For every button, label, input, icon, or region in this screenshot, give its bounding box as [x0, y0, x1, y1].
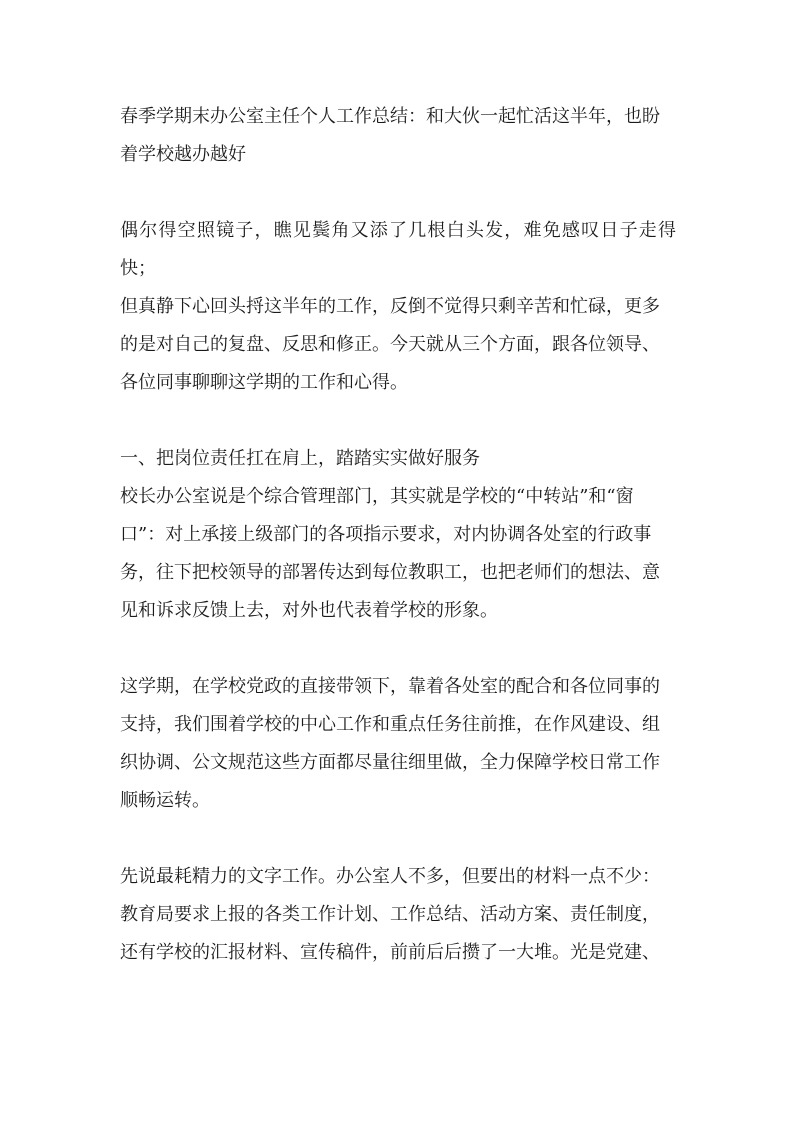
text-line: 校长办公室说是个综合管理部门，其实就是学校的“中转站”和“窗: [120, 486, 634, 507]
title-line: 着学校越办越好: [120, 144, 246, 165]
paragraph-gap: [120, 402, 676, 440]
text-line: 见和诉求反馈上去，对外也代表着学校的形象。: [120, 600, 498, 621]
text-line: 还有学校的汇报材料、宣传稿件，前前后后攒了一大堆。光是党建、: [120, 942, 660, 963]
paragraph-gap: [120, 820, 676, 858]
text-line: 务，往下把校领导的部署传达到每位教职工，也把老师们的想法、意: [120, 562, 660, 583]
text-line: 的是对自己的复盘、反思和修正。今天就从三个方面，跟各位领导、: [120, 334, 660, 355]
paragraph-gap: [120, 174, 676, 212]
text-line: 口”：对上承接上级部门的各项指示要求，对内协调各处室的行政事: [120, 524, 652, 545]
text-line: 顺畅运转。: [120, 790, 210, 811]
section1-paragraph-2: [120, 668, 676, 820]
text-line: 偶尔得空照镜子，瞧见鬓角又添了几根白头发，难免感叹日子走得快；: [120, 220, 676, 279]
intro-paragraph: [120, 212, 676, 402]
text-line: 织协调、公文规范这些方面都尽量往细里做，全力保障学校日常工作: [120, 752, 660, 773]
document-title: [120, 98, 676, 174]
text-line: 各位同事聊聊这学期的工作和心得。: [120, 372, 408, 393]
text-line: 这学期，在学校党政的直接带领下，靠着各处室的配合和各位同事的: [120, 676, 660, 697]
title-line: 春季学期末办公室主任个人工作总结：和大伙一起忙活这半年，也盼: [120, 106, 660, 127]
text-line: 先说最耗精力的文字工作。办公室人不多，但要出的材料一点不少：: [120, 866, 660, 887]
paragraph-gap: [120, 630, 676, 668]
section-heading: 一、把岗位责任扛在肩上，踏踏实实做好服务: [120, 448, 480, 469]
text-line: 但真静下心回头捋这半年的工作，反倒不觉得只剩辛苦和忙碌，更多: [120, 296, 660, 317]
section1-paragraph-3: [120, 858, 676, 972]
text-line: 教育局要求上报的各类工作计划、工作总结、活动方案、责任制度，: [120, 904, 660, 925]
document-body: [120, 98, 676, 972]
text-line: 支持，我们围着学校的中心工作和重点任务往前推，在作风建设、组: [120, 714, 660, 735]
section1-paragraph-1: [120, 478, 676, 630]
